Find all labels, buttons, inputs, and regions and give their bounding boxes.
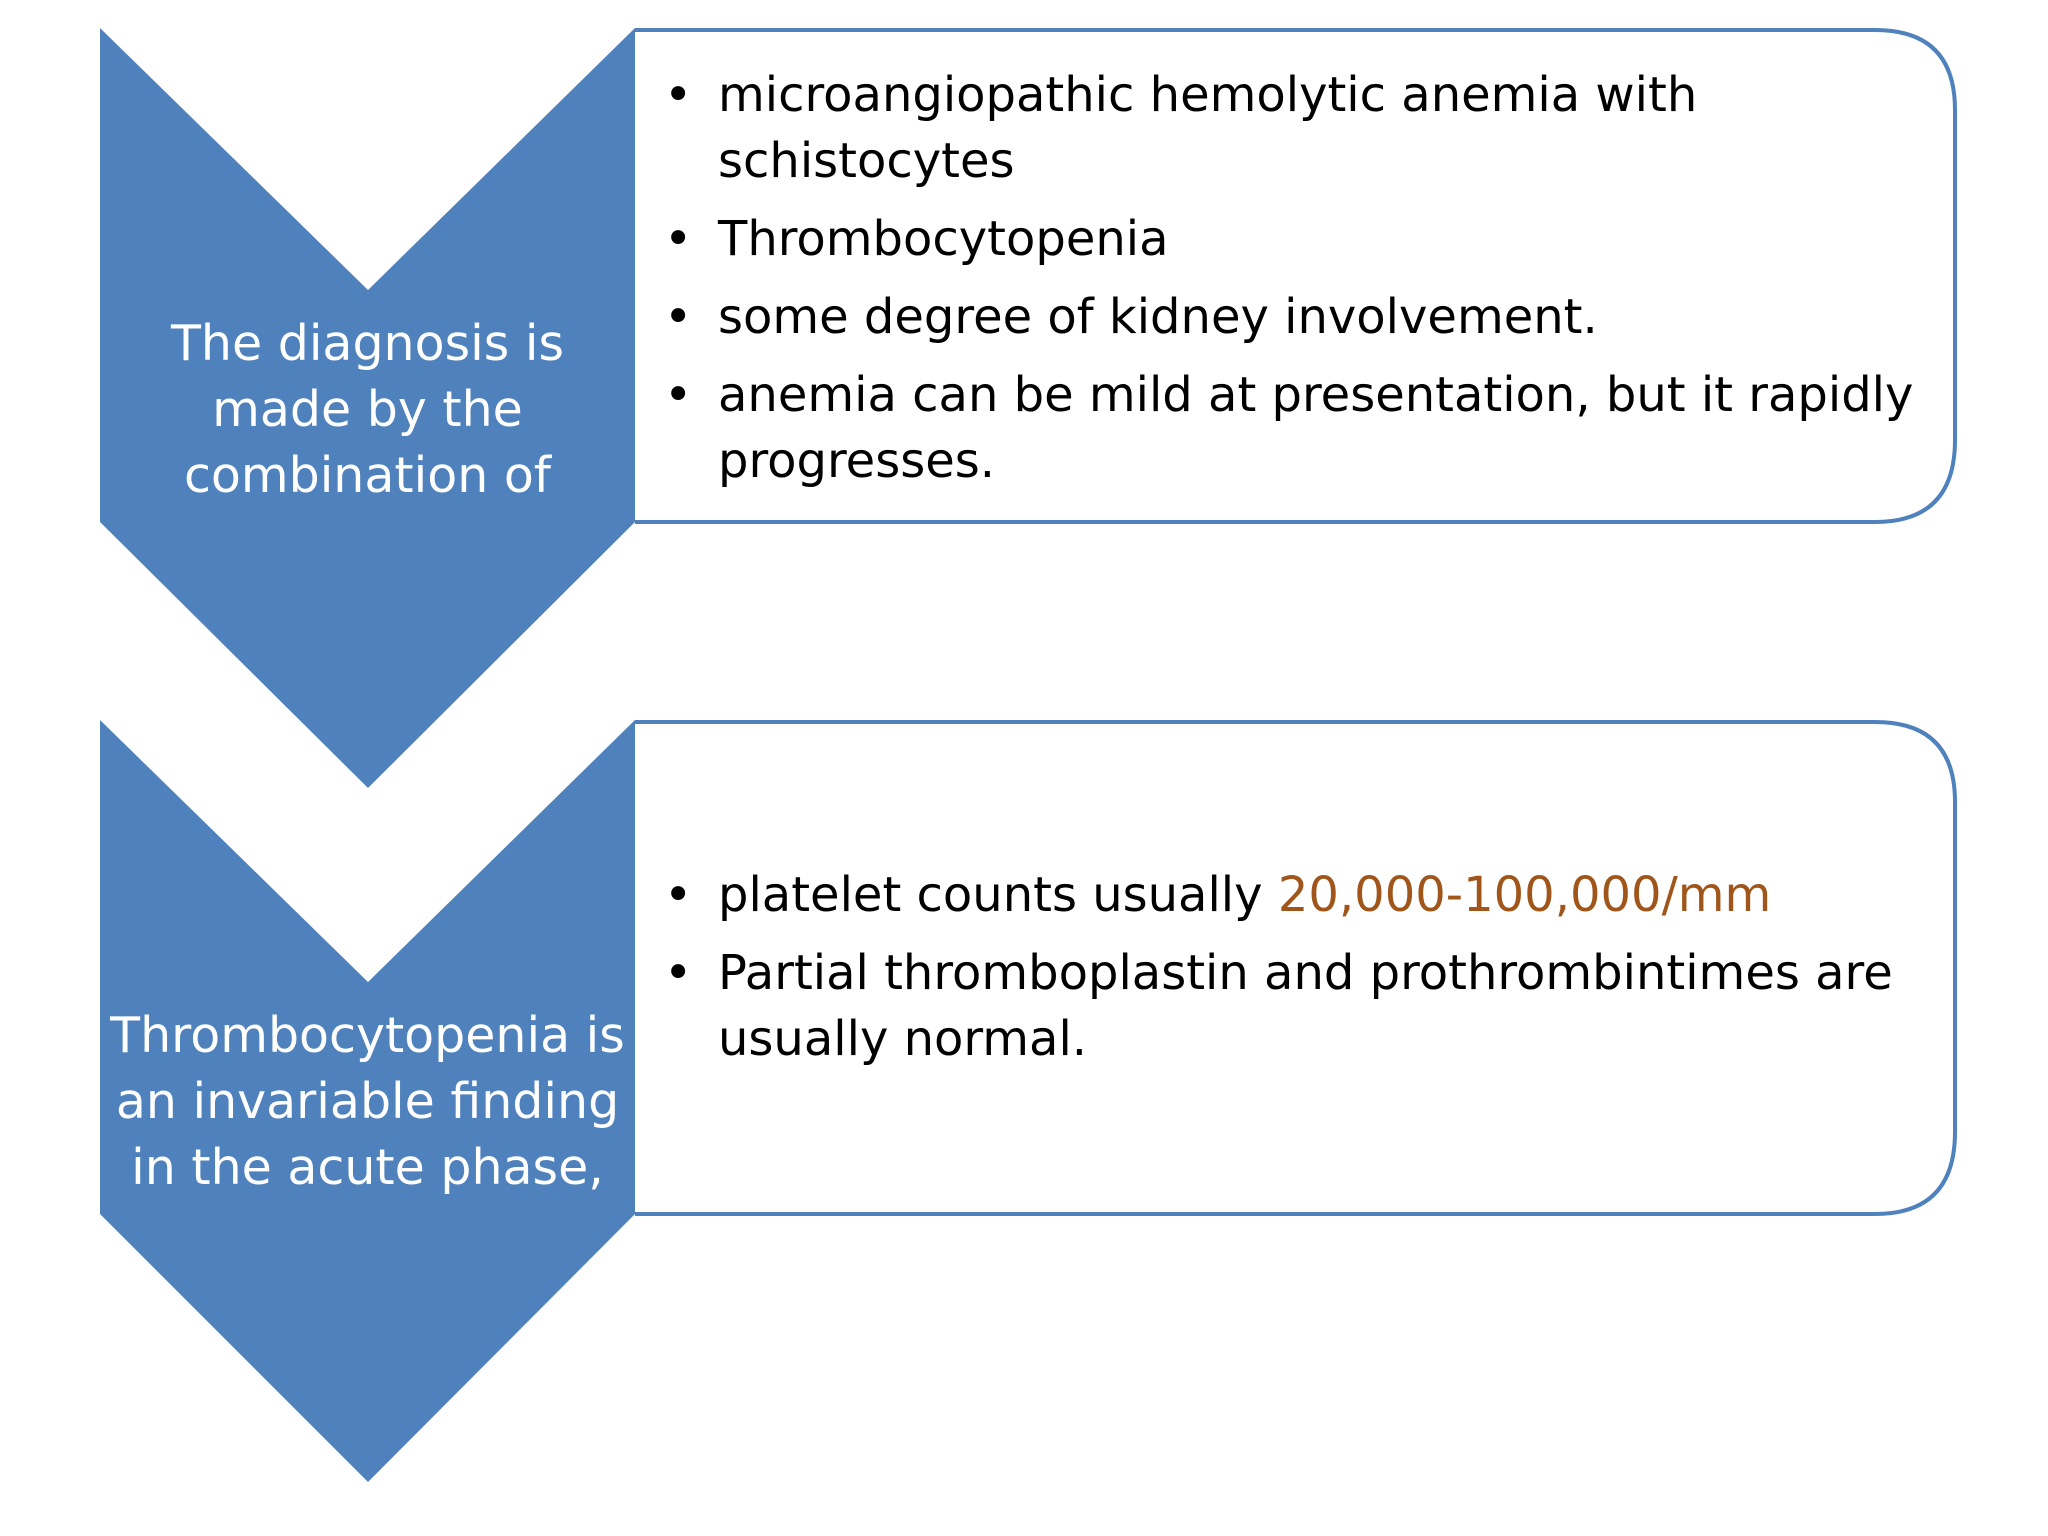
bullet-line: usually normal.: [718, 1011, 1088, 1067]
step-1-bullet-list: [660, 62, 1913, 506]
bullet-dot-icon: •: [664, 945, 693, 1001]
bullet-item: [660, 62, 1913, 194]
platelet-count-text: platelet counts usually: [718, 867, 1278, 923]
bullet-line: schistocytes: [718, 133, 1015, 189]
step-2-label-line: Thrombocytopenia is: [110, 1007, 625, 1064]
bullet-item: [660, 362, 1913, 494]
bullet-dot-icon: •: [664, 211, 693, 267]
bullet-line: microangiopathic hemolytic anemia with: [718, 67, 1698, 123]
bullet-dot-icon: •: [664, 367, 693, 423]
step-2-label: [100, 1003, 635, 1201]
bullet-item: [660, 284, 1913, 350]
step-2-label-line: in the acute phase,: [131, 1139, 604, 1196]
step-1-label-line: The diagnosis is: [171, 315, 564, 372]
bullet-dot-icon: •: [664, 289, 693, 345]
bullet-dot-icon: •: [664, 867, 693, 923]
platelet-count-range: 20,000-100,000/mm: [1277, 867, 1772, 923]
step-2-label-line: an invariable finding: [115, 1073, 620, 1130]
bullet-line: Partial thromboplastin and prothrombintimes are: [718, 945, 1893, 1001]
bullet-line: progresses.: [718, 433, 996, 489]
step-2-bullet-list: [660, 862, 1893, 1084]
bullet-line: [718, 862, 1893, 928]
bullet-item: [660, 206, 1913, 272]
bullet-line: Thrombocytopenia: [718, 211, 1169, 267]
bullet-line: anemia can be mild at presentation, but it rapidly: [718, 367, 1914, 423]
step-1-label-line: made by the: [212, 381, 523, 438]
bullet-item: [660, 862, 1893, 928]
bullet-line: some degree of kidney involvement.: [718, 289, 1598, 345]
bullet-dot-icon: •: [664, 67, 693, 123]
bullet-item: [660, 940, 1893, 1072]
step-1-label-line: combination of: [183, 447, 552, 504]
step-1-label: [100, 311, 635, 509]
